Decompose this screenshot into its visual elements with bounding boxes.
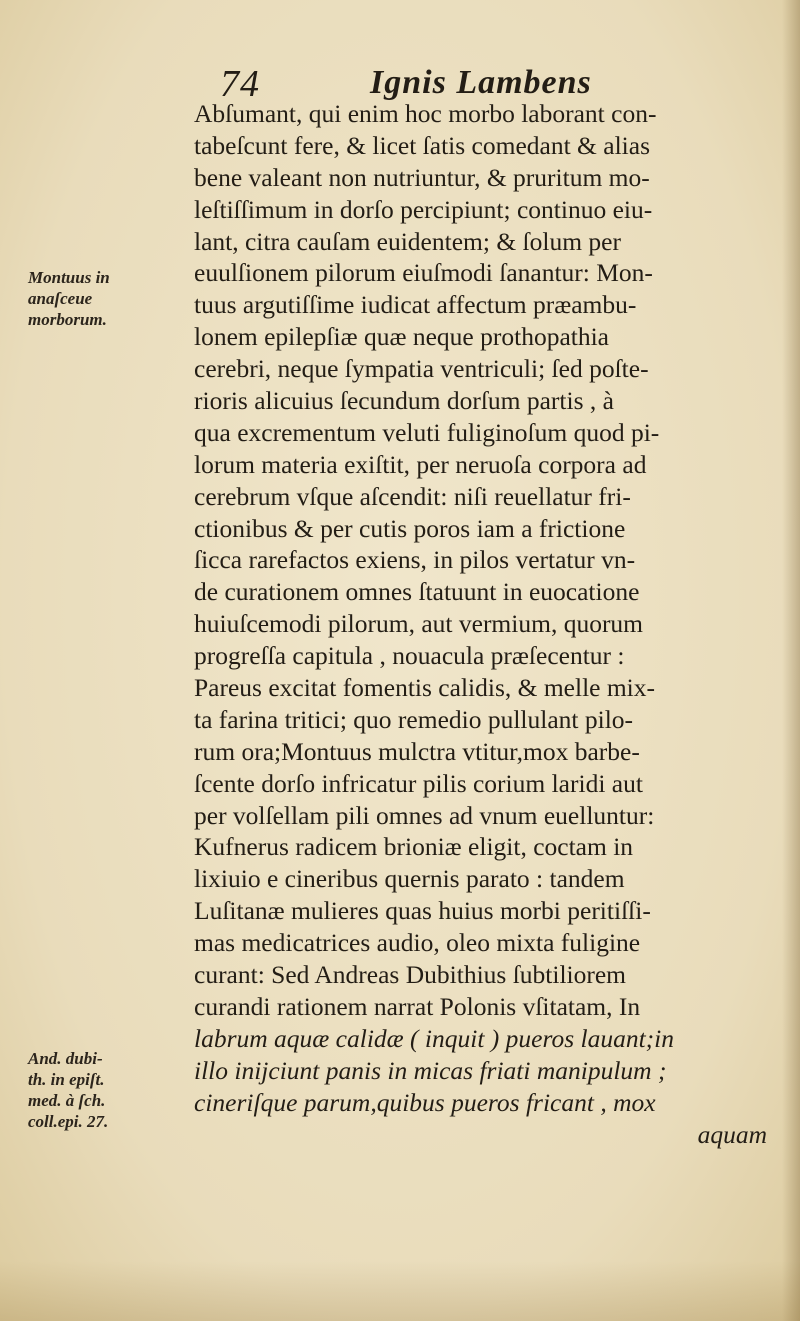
text-line: lorum materia exiſtit, per neruoſa corpora ad [194, 449, 647, 479]
catchword: aquam [697, 1119, 767, 1149]
text-line: Pareus excitat fomentis calidis, & melle mix- [194, 673, 656, 703]
text-line: cerebrum vſque aſcendit: niſi reuellatur fri- [194, 481, 631, 511]
italic-quote-line: cineriſque parum,quibus pueros fricant , mox [194, 1087, 656, 1117]
marginal-note-dubithius [28, 1048, 193, 1132]
text-line: mas medicatrices audio, oleo mixta fuligine [194, 928, 641, 958]
text-line: lant, citra cauſam euidentem; & ſolum per [194, 226, 621, 256]
text-line: cerebri, neque ſympatia ventriculi; ſed poſte- [194, 354, 649, 384]
page-bottom-shadow [0, 1261, 800, 1321]
text-line: ſicca rarefactos exiens, in pilos vertatur vn- [194, 545, 636, 575]
text-line: curant: Sed Andreas Dubithius ſubtiliorem [194, 960, 627, 990]
text-line: Luſitanæ mulieres quas huius morbi peritiſſi- [194, 896, 651, 926]
text-line: rioris alicuius ſecundum dorſum partis , à [194, 386, 614, 416]
margin-note-line: Montuus in [28, 268, 110, 287]
text-line: bene valeant non nutriuntur, & pruritum mo- [194, 162, 650, 192]
text-line: per volſellam pili omnes ad vnum euelluntur: [194, 800, 655, 830]
running-title: Ignis Lambens [370, 64, 592, 101]
text-line: ctionibus & per cutis poros iam a frictione [194, 513, 626, 543]
margin-note-line: coll.epi. 27. [28, 1112, 109, 1131]
margin-note-line: morborum. [28, 310, 107, 329]
marginal-note-montuus [28, 267, 193, 330]
text-line: ta farina tritici; quo remedio pullulant pilo- [194, 704, 634, 734]
text-line: euulſionem pilorum eiuſmodi ſanantur: Mon- [194, 258, 653, 288]
text-line: leſtiſſimum in dorſo percipiunt; continuo eiu- [194, 194, 653, 224]
text-line: Abſumant, qui enim hoc morbo laborant con- [194, 99, 657, 128]
text-line: huiuſcemodi pilorum, aut vermium, quorum [194, 609, 644, 639]
italic-quote-line: labrum aquæ calidæ ( inquit ) pueros lauant;in [194, 1023, 675, 1053]
text-line: lixiuio e cineribus quernis parato : tandem [194, 864, 625, 894]
margin-note-line: th. in epiſt. [28, 1070, 105, 1089]
margin-note-line: med. à ſch. [28, 1091, 106, 1110]
margin-note-line: anaſceue [28, 289, 93, 308]
margin-note-line: And. dubi- [28, 1049, 103, 1068]
text-line: Kufnerus radicem brioniæ eligit, coctam in [194, 832, 634, 862]
page-number: 74 [220, 63, 260, 105]
text-line: de curationem omnes ſtatuunt in euocatione [194, 577, 640, 607]
text-line: qua excrementum veluti fuliginoſum quod pi- [194, 417, 660, 447]
main-text-block [194, 98, 789, 1150]
text-line: curandi rationem narrat Polonis vſitatam, In [194, 991, 641, 1021]
text-line: rum ora;Montuus mulctra vtitur,mox barbe- [194, 736, 640, 766]
text-line: progreſſa capitula , nouacula præſecentur : [194, 641, 625, 671]
text-line: tabeſcunt fere, & licet ſatis comedant & alias [194, 130, 650, 160]
text-line: lonem epilepſiæ quæ neque prothopathia [194, 322, 609, 352]
italic-quote-line: illo inijciunt panis in micas friati manipulum ; [194, 1055, 667, 1085]
text-line: tuus argutiſſime iudicat affectum præambu- [194, 290, 637, 320]
text-line: ſcente dorſo infricatur pilis corium laridi aut [194, 768, 643, 798]
